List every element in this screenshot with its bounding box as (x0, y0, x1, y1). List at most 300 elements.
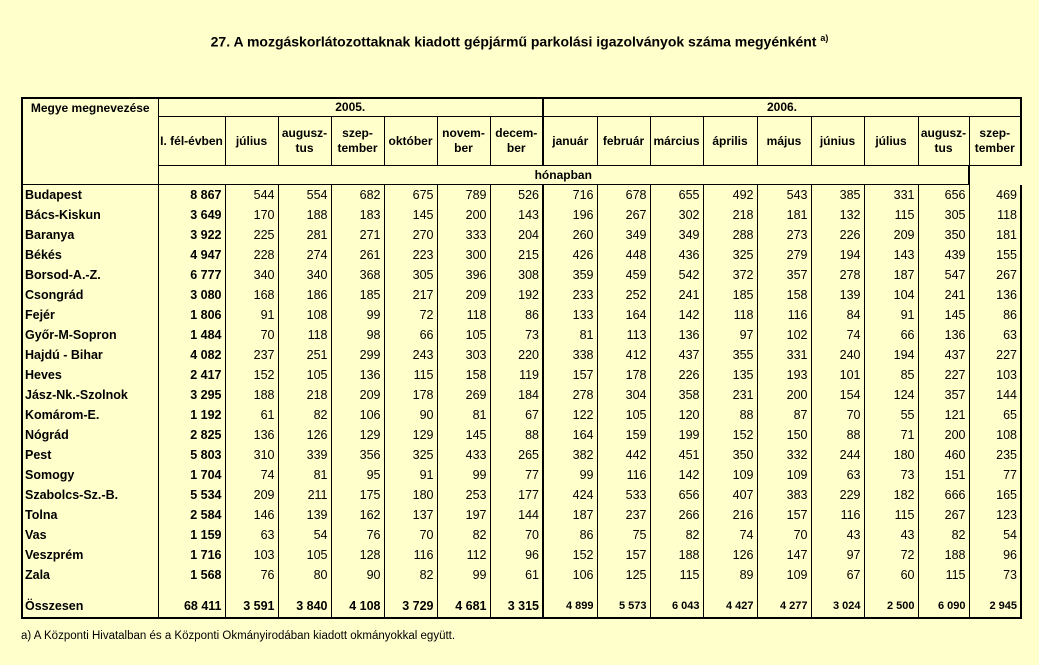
value-cell: 325 (384, 445, 437, 465)
value-cell: 460 (918, 445, 969, 465)
header-2006-month-6: június (811, 117, 864, 166)
value-cell: 67 (490, 405, 543, 425)
spacer-cell (490, 585, 543, 595)
spacer-cell (158, 585, 225, 595)
value-cell: 105 (278, 365, 331, 385)
value-cell: 217 (384, 285, 437, 305)
value-cell: 67 (811, 565, 864, 585)
county-name: Szabolcs-Sz.-B. (22, 485, 158, 505)
table-row (22, 345, 1021, 365)
value-cell: 412 (597, 345, 650, 365)
value-cell: 91 (225, 305, 278, 325)
value-cell: 95 (331, 465, 384, 485)
value-cell: 3 024 (811, 595, 864, 618)
value-cell: 526 (490, 185, 543, 206)
table-row (22, 385, 1021, 405)
value-cell: 4 947 (158, 245, 225, 265)
value-cell: 116 (384, 545, 437, 565)
table-title (0, 33, 1039, 50)
county-name: Csongrád (22, 285, 158, 305)
spacer-cell (757, 585, 811, 595)
header-county-label: Megye megnevezése (30, 101, 150, 115)
value-cell: 96 (490, 545, 543, 565)
value-cell: 678 (597, 185, 650, 206)
value-cell: 63 (969, 325, 1021, 345)
value-cell: 81 (543, 325, 597, 345)
county-name: Budapest (22, 185, 158, 206)
value-cell: 350 (918, 225, 969, 245)
value-cell: 4 427 (703, 595, 757, 618)
value-cell: 118 (437, 305, 490, 325)
value-cell: 302 (650, 205, 703, 225)
header-unit: hónapban (158, 166, 969, 185)
value-cell: 266 (650, 505, 703, 525)
table-row (22, 525, 1021, 545)
value-cell: 2 500 (864, 595, 918, 618)
value-cell: 113 (597, 325, 650, 345)
value-cell: 437 (650, 345, 703, 365)
value-cell: 82 (650, 525, 703, 545)
value-cell: 115 (650, 565, 703, 585)
value-cell: 136 (225, 425, 278, 445)
value-cell: 437 (918, 345, 969, 365)
value-cell: 716 (543, 185, 597, 206)
value-cell: 96 (969, 545, 1021, 565)
value-cell: 5 534 (158, 485, 225, 505)
value-cell: 145 (918, 305, 969, 325)
value-cell: 84 (811, 305, 864, 325)
value-cell: 164 (597, 305, 650, 325)
value-cell: 185 (331, 285, 384, 305)
value-cell: 115 (864, 505, 918, 525)
value-cell: 1 716 (158, 545, 225, 565)
header-2006-month-8: augusz-tus (918, 117, 969, 166)
value-cell: 91 (384, 465, 437, 485)
value-cell: 144 (490, 505, 543, 525)
value-cell: 543 (757, 185, 811, 206)
value-cell: 70 (811, 405, 864, 425)
value-cell: 168 (225, 285, 278, 305)
value-cell: 66 (384, 325, 437, 345)
value-cell: 126 (703, 545, 757, 565)
header-2006-month-3: március (650, 117, 703, 166)
value-cell: 135 (703, 365, 757, 385)
value-cell: 233 (543, 285, 597, 305)
value-cell: 43 (864, 525, 918, 545)
table-row (22, 285, 1021, 305)
value-cell: 355 (703, 345, 757, 365)
value-cell: 142 (650, 305, 703, 325)
value-cell: 86 (543, 525, 597, 545)
value-cell: 66 (864, 325, 918, 345)
value-cell: 200 (757, 385, 811, 405)
value-cell: 116 (757, 305, 811, 325)
value-cell: 65 (969, 405, 1021, 425)
county-name: Tolna (22, 505, 158, 525)
value-cell: 74 (703, 525, 757, 545)
table-title-text: 27. A mozgáskorlátozottaknak kiadott gépjármű parkolási igazolványok száma megyénként (210, 33, 817, 50)
county-name: Összesen (22, 595, 158, 618)
value-cell: 157 (543, 365, 597, 385)
table-row (22, 505, 1021, 525)
value-cell: 656 (918, 185, 969, 206)
value-cell: 145 (384, 205, 437, 225)
header-2006-month-1: január (543, 117, 597, 166)
header-year-2005: 2005. (158, 98, 543, 117)
value-cell: 97 (811, 545, 864, 565)
value-cell: 119 (490, 365, 543, 385)
value-cell: 188 (650, 545, 703, 565)
value-cell: 164 (543, 425, 597, 445)
value-cell: 118 (969, 205, 1021, 225)
header-2006-month-9: szep-tember (969, 117, 1021, 166)
value-cell: 227 (969, 345, 1021, 365)
value-cell: 157 (757, 505, 811, 525)
value-cell: 150 (757, 425, 811, 445)
county-name: Nógrád (22, 425, 158, 445)
value-cell: 103 (225, 545, 278, 565)
value-cell: 97 (703, 325, 757, 345)
table-row (22, 565, 1021, 585)
value-cell: 3 922 (158, 225, 225, 245)
value-cell: 448 (597, 245, 650, 265)
value-cell: 132 (811, 205, 864, 225)
value-cell: 215 (490, 245, 543, 265)
value-cell: 436 (650, 245, 703, 265)
value-cell: 71 (864, 425, 918, 445)
value-cell: 102 (757, 325, 811, 345)
value-cell: 225 (225, 225, 278, 245)
value-cell: 349 (650, 225, 703, 245)
value-cell: 88 (490, 425, 543, 445)
value-cell: 112 (437, 545, 490, 565)
value-cell: 356 (331, 445, 384, 465)
value-cell: 2 945 (969, 595, 1021, 618)
value-cell: 339 (278, 445, 331, 465)
value-cell: 180 (384, 485, 437, 505)
value-cell: 60 (864, 565, 918, 585)
value-cell: 304 (597, 385, 650, 405)
value-cell: 99 (543, 465, 597, 485)
value-cell: 270 (384, 225, 437, 245)
table-row (22, 185, 1021, 206)
value-cell: 227 (918, 365, 969, 385)
value-cell: 70 (384, 525, 437, 545)
value-cell: 357 (918, 385, 969, 405)
value-cell: 6 043 (650, 595, 703, 618)
value-cell: 200 (437, 205, 490, 225)
value-cell: 288 (703, 225, 757, 245)
value-cell: 115 (918, 565, 969, 585)
value-cell: 144 (969, 385, 1021, 405)
value-cell: 196 (543, 205, 597, 225)
value-cell: 265 (490, 445, 543, 465)
value-cell: 105 (278, 545, 331, 565)
table-row (22, 325, 1021, 345)
value-cell: 2 825 (158, 425, 225, 445)
value-cell: 136 (650, 325, 703, 345)
value-cell: 154 (811, 385, 864, 405)
value-cell: 209 (864, 225, 918, 245)
value-cell: 274 (278, 245, 331, 265)
value-cell: 77 (969, 465, 1021, 485)
value-cell: 63 (811, 465, 864, 485)
value-cell: 106 (543, 565, 597, 585)
value-cell: 136 (918, 325, 969, 345)
value-cell: 129 (331, 425, 384, 445)
value-cell: 147 (757, 545, 811, 565)
value-cell: 223 (384, 245, 437, 265)
spacer-cell (597, 585, 650, 595)
value-cell: 229 (811, 485, 864, 505)
value-cell: 99 (437, 465, 490, 485)
value-cell: 682 (331, 185, 384, 206)
value-cell: 73 (490, 325, 543, 345)
value-cell: 73 (969, 565, 1021, 585)
value-cell: 4 681 (437, 595, 490, 618)
table-row (22, 305, 1021, 325)
value-cell: 180 (864, 445, 918, 465)
value-cell: 105 (437, 325, 490, 345)
value-cell: 278 (543, 385, 597, 405)
value-cell: 331 (757, 345, 811, 365)
value-cell: 368 (331, 265, 384, 285)
value-cell: 136 (969, 285, 1021, 305)
value-cell: 178 (384, 385, 437, 405)
county-name: Veszprém (22, 545, 158, 565)
value-cell: 188 (225, 385, 278, 405)
value-cell: 158 (437, 365, 490, 385)
value-cell: 109 (757, 565, 811, 585)
value-cell: 192 (490, 285, 543, 305)
spacer-cell (384, 585, 437, 595)
value-cell: 54 (278, 525, 331, 545)
value-cell: 142 (650, 465, 703, 485)
value-cell: 3 080 (158, 285, 225, 305)
spacer-cell (703, 585, 757, 595)
value-cell: 186 (278, 285, 331, 305)
value-cell: 451 (650, 445, 703, 465)
value-cell: 655 (650, 185, 703, 206)
value-cell: 216 (703, 505, 757, 525)
value-cell: 271 (331, 225, 384, 245)
value-cell: 85 (864, 365, 918, 385)
value-cell: 340 (225, 265, 278, 285)
spacer-cell (22, 585, 158, 595)
value-cell: 4 108 (331, 595, 384, 618)
value-cell: 118 (278, 325, 331, 345)
value-cell: 74 (225, 465, 278, 485)
header-2006-month-7: július (864, 117, 918, 166)
value-cell: 185 (703, 285, 757, 305)
value-cell: 542 (650, 265, 703, 285)
value-cell: 81 (278, 465, 331, 485)
value-cell: 121 (918, 405, 969, 425)
value-cell: 139 (811, 285, 864, 305)
value-cell: 1 806 (158, 305, 225, 325)
value-cell: 72 (864, 545, 918, 565)
value-cell: 1 159 (158, 525, 225, 545)
value-cell: 199 (650, 425, 703, 445)
value-cell: 251 (278, 345, 331, 365)
value-cell: 303 (437, 345, 490, 365)
value-cell: 220 (490, 345, 543, 365)
value-cell: 350 (703, 445, 757, 465)
value-cell: 75 (597, 525, 650, 545)
value-cell: 54 (969, 525, 1021, 545)
value-cell: 88 (703, 405, 757, 425)
value-cell: 267 (597, 205, 650, 225)
spacer-cell (864, 585, 918, 595)
value-cell: 145 (437, 425, 490, 445)
county-name: Jász-Nk.-Szolnok (22, 385, 158, 405)
value-cell: 547 (918, 265, 969, 285)
value-cell: 333 (437, 225, 490, 245)
value-cell: 3 729 (384, 595, 437, 618)
header-2005-month-2: augusz-tus (278, 117, 331, 166)
value-cell: 109 (703, 465, 757, 485)
value-cell: 211 (278, 485, 331, 505)
header-2005-month-1: július (225, 117, 278, 166)
value-cell: 178 (597, 365, 650, 385)
value-cell: 155 (969, 245, 1021, 265)
value-cell: 1 192 (158, 405, 225, 425)
value-cell: 109 (757, 465, 811, 485)
value-cell: 158 (757, 285, 811, 305)
value-cell: 382 (543, 445, 597, 465)
table-row (22, 405, 1021, 425)
value-cell: 3 649 (158, 205, 225, 225)
value-cell: 115 (864, 205, 918, 225)
header-2006-month-4: április (703, 117, 757, 166)
value-cell: 194 (864, 345, 918, 365)
value-cell: 128 (331, 545, 384, 565)
value-cell: 299 (331, 345, 384, 365)
value-cell: 68 411 (158, 595, 225, 618)
table-row (22, 265, 1021, 285)
value-cell: 267 (918, 505, 969, 525)
value-cell: 209 (331, 385, 384, 405)
header-2006-month-5: május (757, 117, 811, 166)
table-row (22, 485, 1021, 505)
value-cell: 76 (225, 565, 278, 585)
value-cell: 108 (969, 425, 1021, 445)
value-cell: 116 (811, 505, 864, 525)
value-cell: 332 (757, 445, 811, 465)
value-cell: 87 (757, 405, 811, 425)
value-cell: 235 (969, 445, 1021, 465)
value-cell: 228 (225, 245, 278, 265)
value-cell: 439 (918, 245, 969, 265)
value-cell: 241 (918, 285, 969, 305)
value-cell: 86 (490, 305, 543, 325)
value-cell: 82 (437, 525, 490, 545)
header-2005-month-6: decem-ber (490, 117, 543, 166)
header-2005-month-4: október (384, 117, 437, 166)
county-name: Komárom-E. (22, 405, 158, 425)
value-cell: 4 277 (757, 595, 811, 618)
value-cell: 184 (490, 385, 543, 405)
spacer-cell (918, 585, 969, 595)
value-cell: 177 (490, 485, 543, 505)
value-cell: 544 (225, 185, 278, 206)
value-cell: 126 (278, 425, 331, 445)
value-cell: 1 484 (158, 325, 225, 345)
table-row (22, 425, 1021, 445)
value-cell: 3 840 (278, 595, 331, 618)
table-row (22, 445, 1021, 465)
table-row (22, 465, 1021, 485)
value-cell: 165 (969, 485, 1021, 505)
value-cell: 80 (278, 565, 331, 585)
value-cell: 675 (384, 185, 437, 206)
value-cell: 152 (225, 365, 278, 385)
value-cell: 146 (225, 505, 278, 525)
value-cell: 143 (864, 245, 918, 265)
county-name: Bács-Kiskun (22, 205, 158, 225)
value-cell: 237 (225, 345, 278, 365)
value-cell: 159 (597, 425, 650, 445)
value-cell: 240 (811, 345, 864, 365)
value-cell: 789 (437, 185, 490, 206)
value-cell: 252 (597, 285, 650, 305)
value-cell: 442 (597, 445, 650, 465)
header-county (22, 98, 158, 185)
spacer-cell (331, 585, 384, 595)
value-cell: 170 (225, 205, 278, 225)
header-2005-month-3: szep-tember (331, 117, 384, 166)
value-cell: 226 (650, 365, 703, 385)
value-cell: 55 (864, 405, 918, 425)
value-cell: 300 (437, 245, 490, 265)
value-cell: 61 (225, 405, 278, 425)
value-cell: 187 (543, 505, 597, 525)
value-cell: 209 (437, 285, 490, 305)
value-cell: 73 (864, 465, 918, 485)
spacer-cell (225, 585, 278, 595)
value-cell: 6 777 (158, 265, 225, 285)
value-cell: 139 (278, 505, 331, 525)
value-cell: 243 (384, 345, 437, 365)
value-cell: 63 (225, 525, 278, 545)
header-months-row (22, 117, 1021, 166)
value-cell: 267 (969, 265, 1021, 285)
value-cell: 349 (597, 225, 650, 245)
value-cell: 8 867 (158, 185, 225, 206)
value-cell: 88 (811, 425, 864, 445)
value-cell: 91 (864, 305, 918, 325)
value-cell: 331 (864, 185, 918, 206)
value-cell: 226 (811, 225, 864, 245)
value-cell: 118 (703, 305, 757, 325)
value-cell: 5 803 (158, 445, 225, 465)
value-cell: 231 (703, 385, 757, 405)
value-cell: 74 (811, 325, 864, 345)
value-cell: 656 (650, 485, 703, 505)
parking-permit-table (21, 97, 1022, 619)
value-cell: 666 (918, 485, 969, 505)
value-cell: 122 (543, 405, 597, 425)
table-row (22, 365, 1021, 385)
value-cell: 554 (278, 185, 331, 206)
county-name: Zala (22, 565, 158, 585)
value-cell: 2 417 (158, 365, 225, 385)
value-cell: 209 (225, 485, 278, 505)
value-cell: 106 (331, 405, 384, 425)
value-cell: 133 (543, 305, 597, 325)
value-cell: 61 (490, 565, 543, 585)
value-cell: 459 (597, 265, 650, 285)
